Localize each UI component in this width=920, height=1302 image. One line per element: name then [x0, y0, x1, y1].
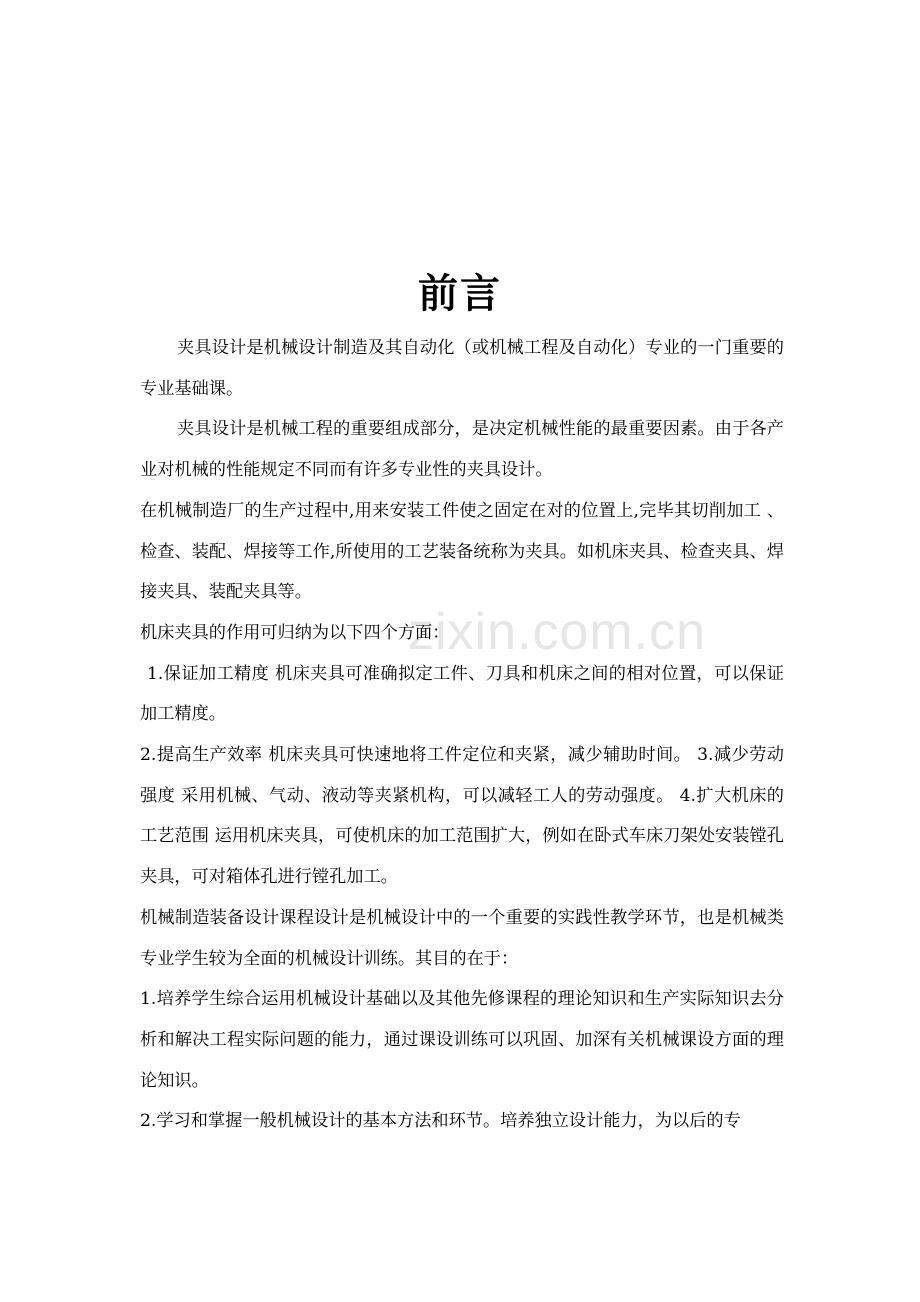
watermark: zixin.com.cn — [408, 603, 707, 661]
list-item: 1.培养学生综合运用机械设计基础以及其他先修课程的理论知识和生产实际知识去分析和解决工程实际问题的能力，通过课设训练可以巩固、加深有关机械课设方面的理论知识。 — [140, 989, 784, 1091]
page-title: 前言 — [418, 271, 502, 317]
paragraph: 夹具设计是机械工程的重要组成部分，是决定机械性能的最重要因素。由于各产业对机械的性能规定不同而有许多专业性的夹具设计。 — [140, 419, 784, 481]
paragraph: 夹具设计是机械设计制造及其自动化（或机械工程及自动化）专业的一门重要的专业基础课。 — [140, 338, 784, 399]
list-item: 1.保证加工精度 机床夹具可准确拟定工件、刀具和机床之间的相对位置，可以保证加工精度。 — [140, 663, 784, 725]
list-item: 2.学习和掌握一般机械设计的基本方法和环节。培养独立设计能力，为以后的专 — [140, 1111, 741, 1132]
list-item: 2.提高生产效率 机床夹具可快速地将工件定位和夹紧，减少辅助时间。 3.减少劳动强度 采用机械、气动、液动等夹紧机构，可以减轻工人的劳动强度。 4.扩大机床的工艺范围 运用机床夹具，可使机床的加工范围扩大，例如在卧式车床刀架处安装镗孔夹具，可对箱体孔进行镗孔加工。 — [140, 745, 784, 888]
paragraph: 机床夹具的作用可归纳为以下四个方面： — [140, 622, 450, 643]
paragraph: 在机械制造厂的生产过程中,用来安装工件使之固定在对的位置上,完毕其切削加工 、检查、装配、焊接等工作,所使用的工艺装备统称为夹具。如机床夹具、检查夹具、焊接夹具、装配夹具等。 — [140, 500, 784, 603]
document-body — [140, 328, 784, 1142]
paragraph: 机械制造装备设计课程设计是机械设计中的一个重要的实践性教学环节，也是机械类专业学生较为全面的机械设计训练。其目的在于： — [140, 907, 784, 969]
